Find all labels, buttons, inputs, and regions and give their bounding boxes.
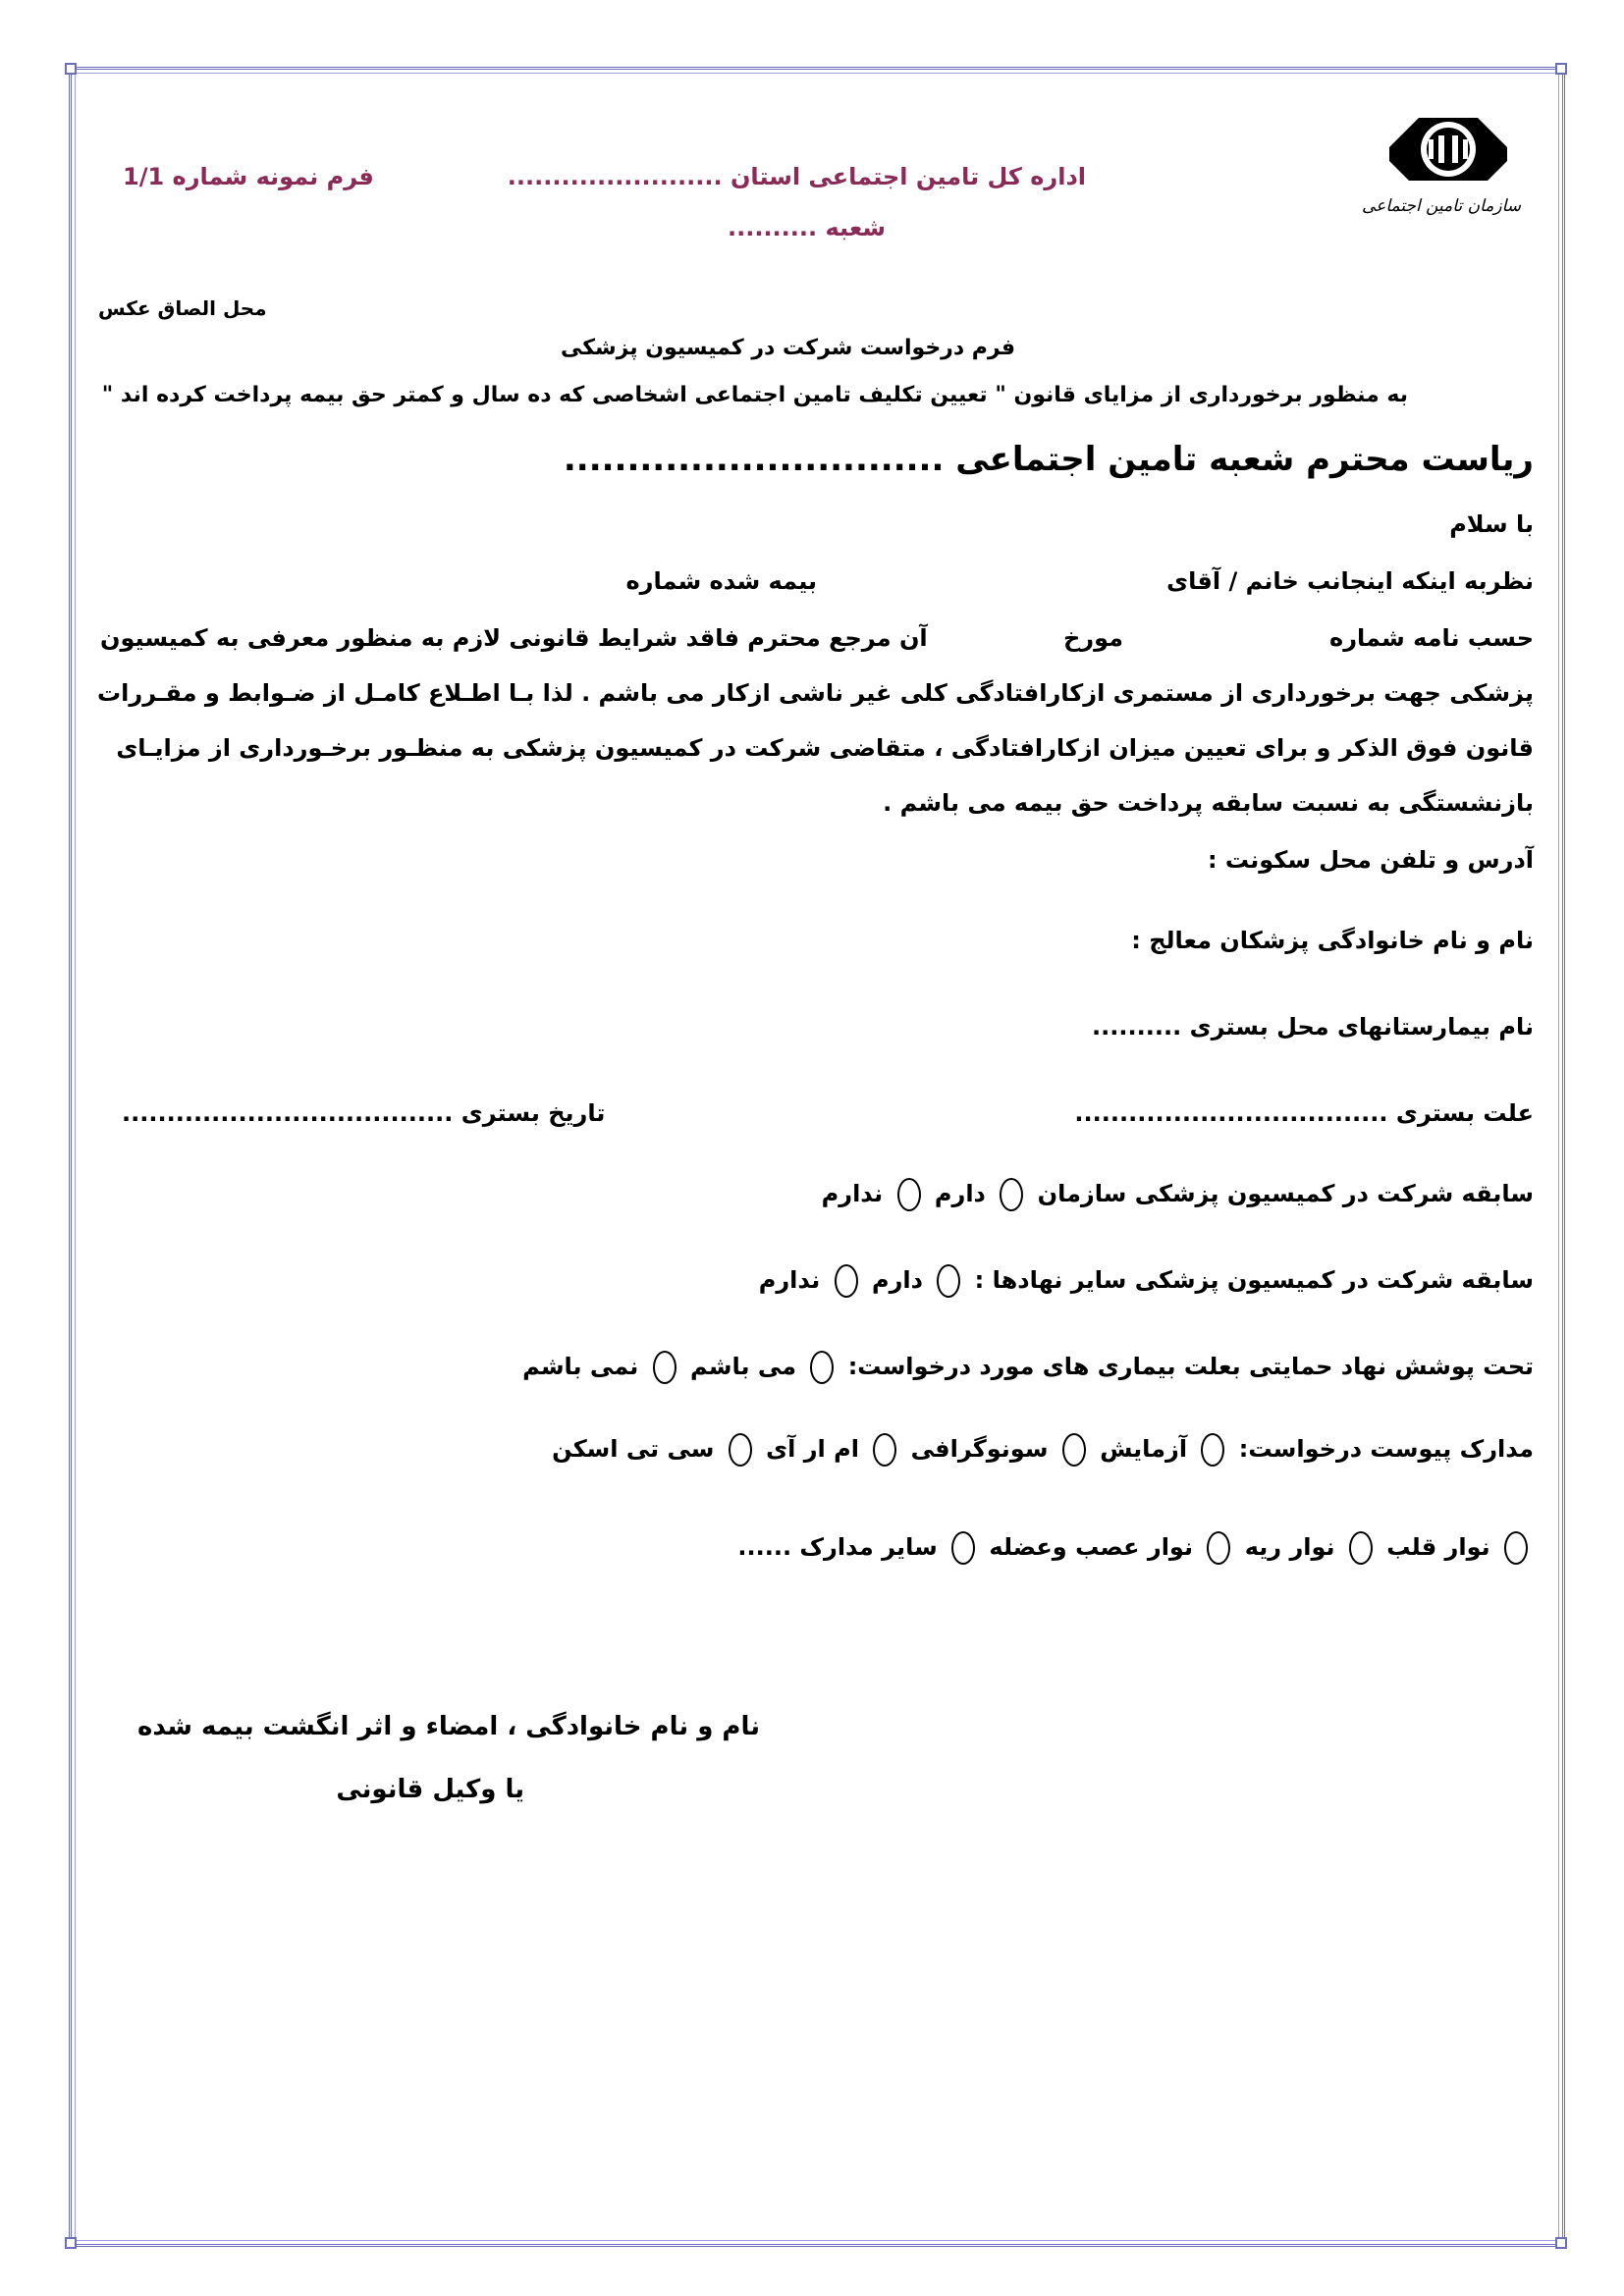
lab-test-checkbox[interactable] [1201, 1433, 1224, 1467]
ultrasound-label: سونوگرافی [910, 1435, 1049, 1463]
border-corner [1555, 63, 1567, 75]
emg-checkbox[interactable] [1207, 1531, 1230, 1565]
ct-scan-checkbox[interactable] [729, 1433, 752, 1467]
attached-docs-row-2 [737, 1531, 1534, 1565]
other-commission-history-row [759, 1264, 1534, 1298]
admission-date-label: تاریخ بستری ..................................... [122, 1099, 606, 1127]
yes-checkbox[interactable] [937, 1264, 960, 1298]
form-number: فرم نمونه شماره 1/1 [123, 163, 374, 190]
org-commission-history-label: سابقه شرکت در کمیسیون پزشکی سازمان [1037, 1180, 1534, 1207]
signature-line1: نام و نام خانوادگی ، امضاء و اثر انگشت بیمه شده [137, 1712, 760, 1741]
other-docs-label: سایر مدارک ...... [737, 1533, 938, 1561]
mri-label: ام ار آی [766, 1435, 859, 1463]
ultrasound-checkbox[interactable] [1062, 1433, 1086, 1467]
no-checkbox[interactable] [835, 1264, 858, 1298]
greeting: با سلام [1449, 510, 1534, 538]
logo-caption: سازمان تامین اجتماعی [1362, 196, 1521, 216]
organization-logo [1362, 110, 1527, 238]
org-commission-history-row [822, 1178, 1534, 1211]
ecg-label: نوار قلب [1386, 1533, 1490, 1561]
attached-docs-label: مدارک پیوست درخواست: [1238, 1435, 1534, 1463]
ecg-checkbox[interactable] [1504, 1531, 1528, 1565]
body-line2-letter: حسب نامه شماره [1329, 624, 1534, 652]
emg-label: نوار عصب وعضله [989, 1533, 1193, 1561]
body-line1-insured: بیمه شده شماره [625, 567, 817, 595]
body-line2-date: مورخ [1062, 624, 1123, 652]
address-field-label: آدرس و تلفن محل سکونت : [1207, 846, 1534, 874]
body-line2-text: آن مرجع محترم فاقد شرایط قانونی لازم به منظور معرفی به کمیسیون [100, 624, 928, 652]
purpose-line: به منظور برخورداری از مزایای قانون " تعیین تکلیف تامین اجتماعی اشخاصی که ده سال و کمتر حق بیمه پرداخت کرده اند " [101, 383, 1408, 407]
other-commission-history-label: سابقه شرکت در کمیسیون پزشکی سایر نهادها : [974, 1266, 1534, 1294]
branch-line: شعبه .......... [727, 214, 886, 241]
signature-line2: یا وکیل قانونی [336, 1775, 524, 1804]
lung-test-label: نوار ریه [1244, 1533, 1335, 1561]
border-corner [1555, 2237, 1567, 2249]
border-corner [65, 2237, 77, 2249]
support-coverage-label: تحت پوشش نهاد حمایتی بعلت بیماری های مورد درخواست: [847, 1353, 1534, 1380]
org-title: اداره کل تامین اجتماعی استان ........................ [507, 163, 1086, 190]
photo-place-label: محل الصاق عکس [98, 296, 267, 320]
body-line3: پزشکی جهت برخورداری از مستمری ازکارافتادگی کلی غیر ناشی ازکار می باشم . لذا بـا اطـلاع کامـل از ضـوابط و مقـررات [97, 679, 1534, 707]
hospitals-field-label: نام بیمارستانهای محل بستری .......... [1092, 1013, 1534, 1041]
social-security-logo-icon [1370, 110, 1527, 238]
body-line4: قانون فوق الذکر و برای تعیین میزان ازکارافتادگی ، متقاضی شرکت در کمیسیون پزشکی به منظـور برخـورداری از مزایـای [116, 734, 1534, 762]
am-not-label: نمی باشم [522, 1353, 639, 1380]
admission-cause-label: علت بستری ................................... [1074, 1099, 1534, 1127]
am-label: می باشم [690, 1353, 796, 1380]
am-not-checkbox[interactable] [653, 1351, 677, 1384]
no-label: ندارم [821, 1180, 884, 1207]
yes-checkbox[interactable] [1000, 1178, 1023, 1211]
ct-scan-label: سی تی اسکن [552, 1435, 715, 1463]
attached-docs-row [552, 1433, 1534, 1467]
mri-checkbox[interactable] [873, 1433, 896, 1467]
yes-label: دارم [934, 1180, 986, 1207]
form-title: فرم درخواست شرکت در کمیسیون پزشکی [560, 336, 1015, 360]
lung-test-checkbox[interactable] [1349, 1531, 1373, 1565]
doctors-field-label: نام و نام خانوادگی پزشکان معالج : [1131, 927, 1534, 954]
no-label: ندارم [758, 1266, 821, 1294]
support-coverage-row [522, 1351, 1534, 1384]
border-corner [65, 63, 77, 75]
other-docs-checkbox[interactable] [951, 1531, 975, 1565]
body-line1-name: نظربه اینکه اینجانب خانم / آقای [1166, 567, 1534, 595]
body-line5: بازنشستگی به نسبت سابقه پرداخت حق بیمه می باشم . [883, 789, 1534, 817]
am-checkbox[interactable] [810, 1351, 834, 1384]
addressee-line: ریاست محترم شعبه تامین اجتماعی .............................. [563, 440, 1534, 479]
lab-test-label: آزمایش [1100, 1435, 1188, 1463]
yes-label: دارم [871, 1266, 923, 1294]
no-checkbox[interactable] [897, 1178, 921, 1211]
